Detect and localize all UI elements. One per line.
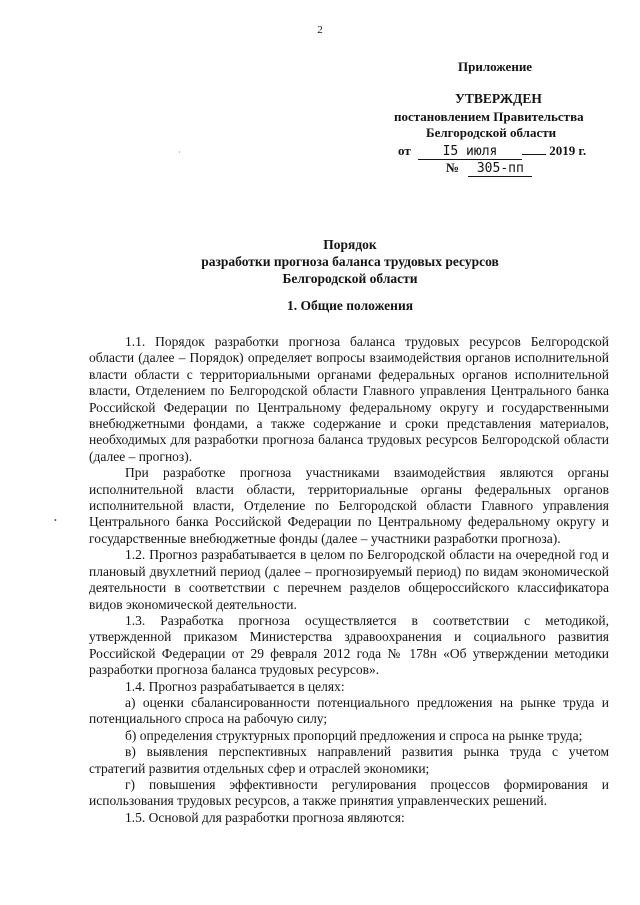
title-line-2: разработки прогноза баланса трудовых ресурсов [201, 254, 499, 269]
list-item-a: а) оценки сбалансированности потенциального предложения на рынке труда и потенциального спроса на рабочую силу; [89, 694, 609, 727]
decree-date-line [398, 142, 586, 160]
date-fill-rule [522, 154, 546, 155]
decree-line-2: Белгородской области [426, 125, 557, 140]
list-item-b: б) определения структурных пропорций предложения и спроса на рынке труда; [125, 727, 583, 743]
decree-line-1: постановлением Правительства [394, 109, 584, 124]
paragraph-1-2: 1.2. Прогноз разрабатывается в целом по Белгородской области на очередной год и плановый двухлетний период (далее – прогнозируемый период) по видам экономической деятельности в соответствии с перечнем разделов общероссийского классификатора видов экономической деятельности. [89, 547, 609, 612]
section-heading: 1. Общие положения [286, 298, 414, 313]
page-number: 2 [317, 24, 323, 36]
decree-number-line [446, 159, 532, 177]
paragraph-1-1: 1.1. Порядок разработки прогноза баланса трудовых ресурсов Белгородской области (далее – Порядок) определяет вопросы взаимодействия органов исполнительной власти области с территориальными органами федеральных органов исполнительной власти, Отделением по Белгородской области Главного управления Центрального банка Российской Федерации по Центральному федеральному округу и государственными внебюджетными фондами, а также содержание и сроки представления материалов, необходимых для разработки прогноза баланса трудовых ресурсов Белгородской области (далее – прогноз). [89, 334, 609, 464]
title-line-1: Порядок [323, 237, 377, 252]
number-prefix: № [446, 160, 460, 175]
date-suffix: 2019 г. [549, 143, 587, 158]
scan-speck: • [54, 516, 57, 525]
document-title [0, 236, 640, 287]
list-item-v: в) выявления перспективных направлений развития рынка труда с учетом стратегий развития отдельных сфер и отраслей экономики; [89, 744, 609, 776]
decree-number-value: 305-пп [468, 162, 532, 177]
document-body [89, 334, 609, 826]
scan-speck: · [178, 148, 181, 157]
approved-stamp-text: УТВЕРЖДЕН [455, 91, 542, 106]
list-item-g: г) повышения эффективности регулирования процессов формирования и использования трудовых ресурсов, а также принятия управленческих решений. [89, 776, 609, 809]
date-prefix: от [398, 143, 411, 158]
paragraph-1-3: 1.3. Разработка прогноза осуществляется в соответствии с методикой, утвержденной приказом Министерства здравоохранения и социального развития Российской Федерации от 29 февраля 2012 года № 178н «Об утверждении методики разработки прогноза баланса трудовых ресурсов». [89, 612, 609, 678]
paragraph-participants: При разработке прогноза участниками взаимодействия являются органы исполнительной власти области, территориальные органы федеральных органов исполнительной власти, Отделение по Белгородской области Главного управления Центрального банка Российской Федерации по Центральному федеральному округу и государственные внебюджетные фонды (далее – участники разработки прогноза). [89, 465, 609, 546]
annex-label: Приложение [458, 59, 533, 74]
decree-date-value: I5 июля [418, 145, 522, 160]
title-line-3: Белгородской области [282, 271, 418, 286]
paragraph-1-5: 1.5. Основой для разработки прогноза являются: [125, 809, 405, 825]
paragraph-1-4: 1.4. Прогноз разрабатывается в целях: [125, 678, 345, 694]
